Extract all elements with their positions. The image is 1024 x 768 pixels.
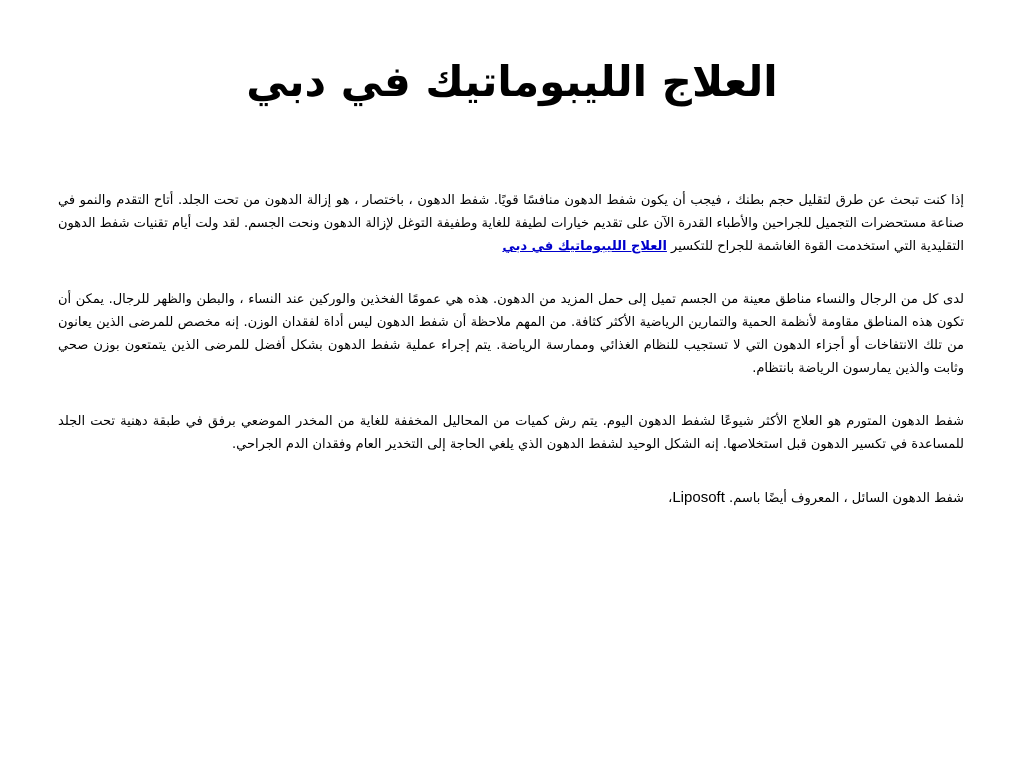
slide-title: العلاج الليبوماتيك في دبي bbox=[246, 57, 778, 106]
paragraph-intro bbox=[58, 189, 964, 258]
paragraph-liposoft-comma: ، bbox=[668, 491, 673, 506]
paragraph-tumescent: شفط الدهون المتورم هو العلاج الأكثر شيوعًا لشفط الدهون اليوم. يتم رش كميات من المحاليل المخففة للغاية من المخدر الموضعي برفق في طبقة دهنية تحت الجلد للمساعدة في تكسير الدهون قبل استخلاصها. إنه الشكل الوحيد لشفط الدهون الذي يلغي الحاجة إلى التخدير العام وفقدان الدم الجراحي. bbox=[58, 414, 964, 452]
paragraph-liposoft bbox=[58, 486, 964, 510]
slide-body bbox=[58, 189, 964, 540]
paragraph-intro-text: إذا كنت تبحث عن طرق لتقليل حجم بطنك ، فيجب أن يكون شفط الدهون منافسًا قويًا. شفط الدهون ، باختصار ، هو إزالة الدهون من تحت الجلد. أتاح التقدم والنمو في صناعة مستحضرات التجميل للجراحين والأطباء القدرة الآن على تقديم خيارات لطيفة للغاية وطفيفة التوغل لإزالة الدهون ونحت الجسم. لقد ولت أيام تقنيات شفط الدهون التقليدية التي استخدمت القوة الغاشمة للجراح للتكسير bbox=[58, 193, 964, 254]
liposoft-term: Liposoft . bbox=[672, 489, 734, 506]
liposuction-dubai-link[interactable]: العلاج الليبوماتيك في دبي bbox=[502, 239, 667, 254]
paragraph-liposoft-text: شفط الدهون السائل ، المعروف أيضًا باسم bbox=[733, 491, 964, 506]
paragraph-fat-areas: لدى كل من الرجال والنساء مناطق معينة من الجسم تميل إلى حمل المزيد من الدهون. هذه هي عمومًا الفخذين والوركين عند النساء ، والبطن والظهر للرجال. يمكن أن تكون هذه المناطق مقاومة لأنظمة الحمية والتمارين الرياضية الأكثر كثافة. من المهم ملاحظة أن شفط الدهون ليس أداة لفقدان الوزن. إنه مخصص للمرضى الذين يعانون من تلك الانتفاخات أو أجزاء الدهون التي لا تستجيب للنظام الغذائي وممارسة الرياضة. يتم إجراء عملية شفط الدهون بشكل أفضل للمرضى الذين يتمتعون بوزن صحي وثابت والذين يمارسون الرياضة بانتظام. bbox=[58, 292, 964, 376]
